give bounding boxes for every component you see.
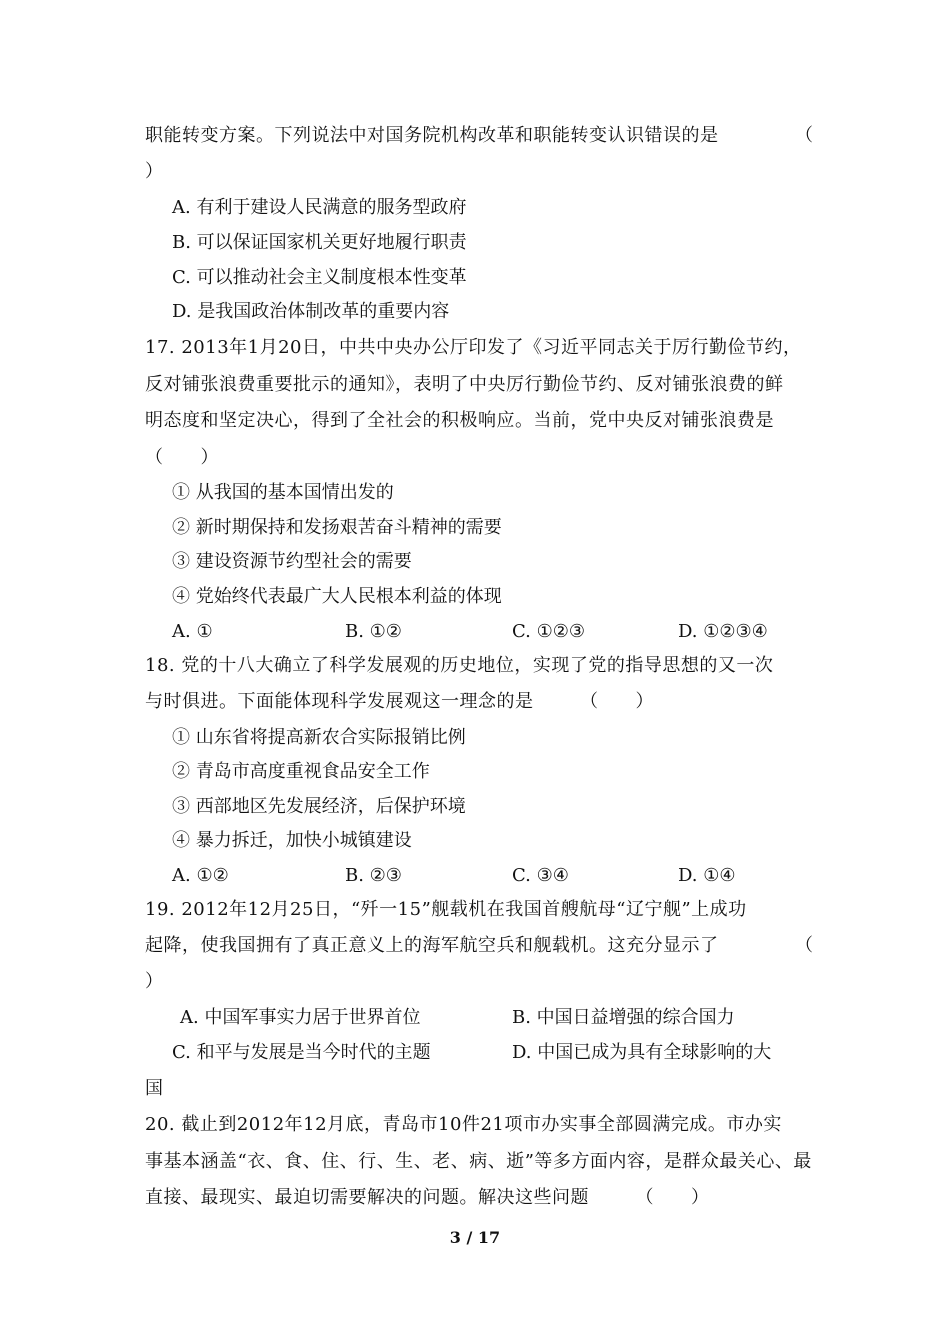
q19-paren-close: ）: [145, 971, 164, 992]
q17-choice-c: C. ①②③: [512, 621, 585, 642]
q16-option-d: D. 是我国政治体制改革的重要内容: [172, 301, 450, 322]
q19-option-a: A. 中国军事实力居于世界首位: [180, 1007, 421, 1028]
q16-option-b: B. 可以保证国家机关更好地履行职责: [172, 232, 467, 253]
q17-statement-2: ② 新时期保持和发扬艰苦奋斗精神的需要: [172, 517, 502, 538]
q17-answer-paren: （ ）: [145, 447, 219, 468]
q18-stem-line-1: 18. 党的十八大确立了科学发展观的历史地位，实现了党的指导思想的又一次: [145, 655, 774, 676]
q17-statement-3: ③ 建设资源节约型社会的需要: [172, 551, 412, 572]
q18-statement-1: ① 山东省将提高新农合实际报销比例: [172, 727, 466, 748]
q17-stem-line-2: 反对铺张浪费重要批示的通知》，表明了中央厉行勤俭节约、反对铺张浪费的鲜: [145, 374, 784, 395]
q20-stem-line-1: 20. 截止到2012年12月底，青岛市10件21项市办实事全部圆满完成。市办实: [145, 1114, 782, 1135]
q17-stem-line-3: 明态度和坚定决心，得到了全社会的积极响应。当前，党中央反对铺张浪费是: [145, 410, 774, 431]
q17-choice-d: D. ①②③④: [678, 621, 768, 642]
q19-stem-line-1: 19. 2012年12月25日，“歼一15”舰载机在我国首艘航母“辽宁舰”上成功: [145, 899, 747, 920]
q17-stem-line-1: 17. 2013年1月20日，中共中央办公厅印发了《习近平同志关于厉行勤俭节约，: [145, 337, 802, 358]
q17-statement-1: ① 从我国的基本国情出发的: [172, 482, 394, 503]
q18-choice-c: C. ③④: [512, 865, 569, 886]
page-number: 3 / 17: [449, 1228, 501, 1247]
q18-statement-3: ③ 西部地区先发展经济，后保护环境: [172, 796, 466, 817]
q16-paren-close: ）: [145, 161, 164, 182]
q18-choice-b: B. ②③: [345, 865, 402, 886]
q18-statement-4: ④ 暴力拆迁，加快小城镇建设: [172, 830, 412, 851]
q16-stem-line: 职能转变方案。下列说法中对国务院机构改革和职能转变认识错误的是: [145, 125, 719, 146]
q20-stem-line-3: 直接、最现实、最迫切需要解决的问题。解决这些问题 （ ）: [145, 1187, 710, 1208]
q16-option-c: C. 可以推动社会主义制度根本性变革: [172, 267, 467, 288]
q18-choice-a: A. ①②: [172, 865, 229, 886]
q19-option-d-wrap: 国: [145, 1078, 164, 1099]
q16-paren-open: （: [795, 125, 814, 146]
q17-statement-4: ④ 党始终代表最广大人民根本利益的体现: [172, 586, 502, 607]
q19-paren-open: （: [795, 935, 814, 956]
q18-stem-line-2: 与时俱进。下面能体现科学发展观这一理念的是 （ ）: [145, 691, 654, 712]
q19-option-b: B. 中国日益增强的综合国力: [512, 1007, 735, 1028]
q17-choice-b: B. ①②: [345, 621, 402, 642]
q16-option-a: A. 有利于建设人民满意的服务型政府: [172, 197, 467, 218]
q19-option-c: C. 和平与发展是当今时代的主题: [172, 1042, 431, 1063]
q17-choice-a: A. ①: [172, 621, 213, 642]
q18-statement-2: ② 青岛市高度重视食品安全工作: [172, 761, 430, 782]
q19-option-d: D. 中国已成为具有全球影响的大: [512, 1042, 772, 1063]
q19-stem-line-2: 起降，使我国拥有了真正意义上的海军航空兵和舰载机。这充分显示了: [145, 935, 719, 956]
q18-choice-d: D. ①④: [678, 865, 736, 886]
q20-stem-line-2: 事基本涵盖“衣、食、住、行、生、老、病、逝”等多方面内容，是群众最关心、最: [145, 1151, 812, 1172]
